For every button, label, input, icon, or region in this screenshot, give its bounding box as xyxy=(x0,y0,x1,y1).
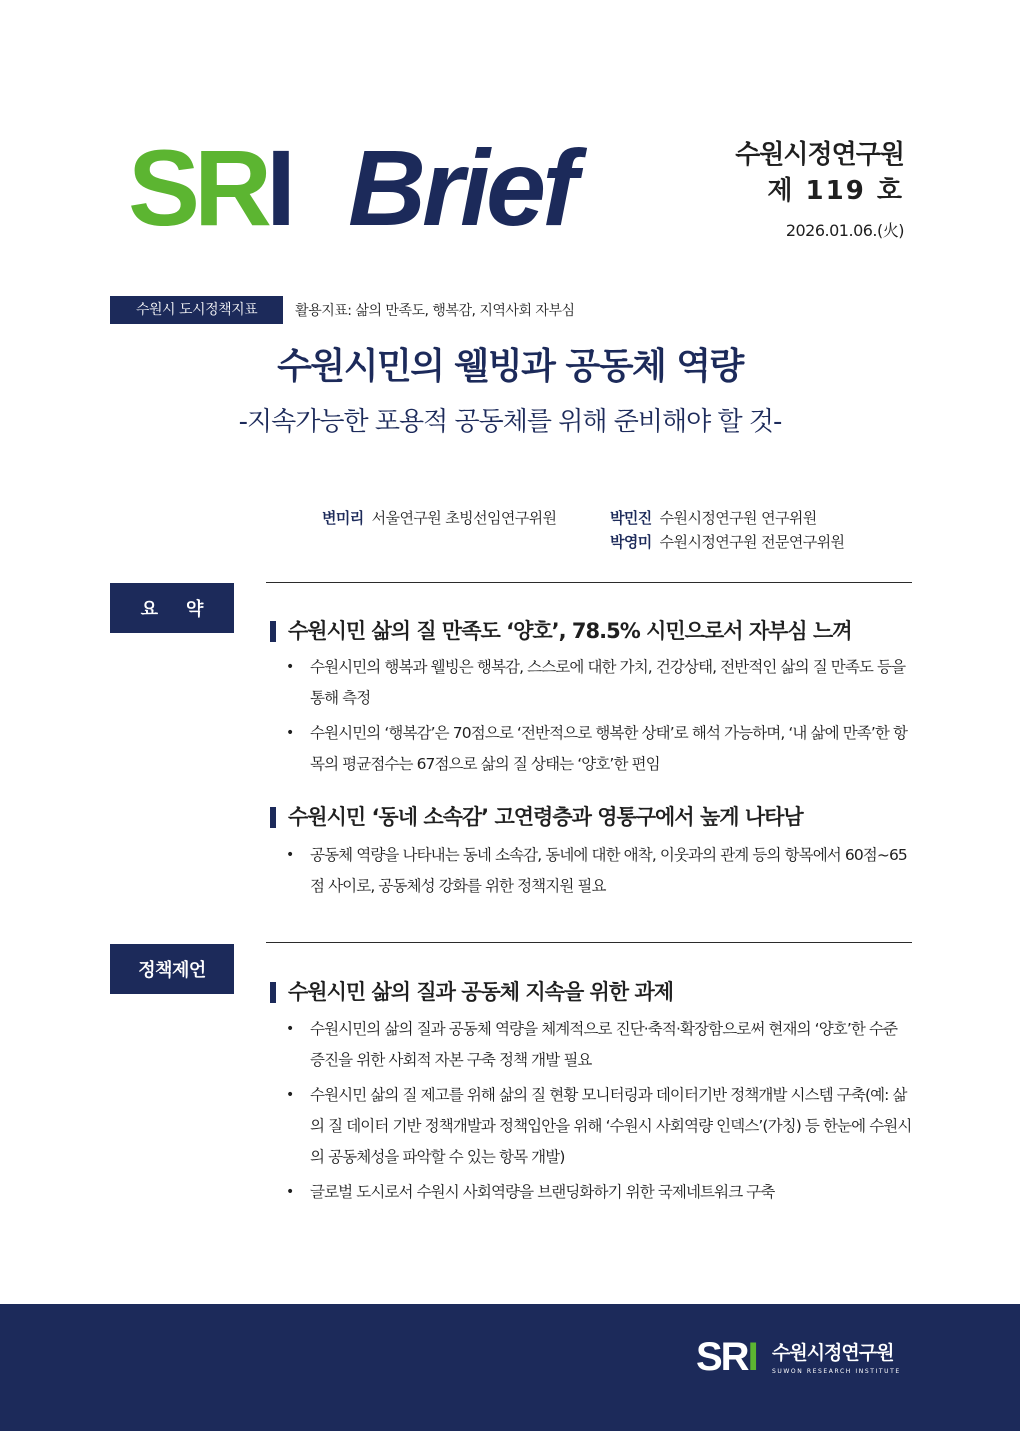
footer-logo-sri: SRI xyxy=(696,1335,757,1379)
list-item: • 수원시민의 행복과 웰빙은 행복감, 스스로에 대한 가치, 건강상태, 전반적인 삶의 질 만족도 등을 통해 측정 xyxy=(284,652,914,714)
list-item: • 수원시민의 ‘행복감’은 70점으로 ‘전반적으로 행복한 상태’로 해석 가능하며, ‘내 삶에 만족’한 항목의 평균점수는 67점으로 삶의 질 상태는 ‘양호’한 편임 xyxy=(284,718,914,780)
issue-date: 2026.01.06.(火) xyxy=(785,221,904,240)
author-3 xyxy=(610,530,844,554)
page-subtitle: -지속가능한 포용적 공동체를 위해 준비해야 할 것- xyxy=(238,407,782,437)
policy-divider xyxy=(266,942,912,943)
footer-org-name: 수원시정연구원 xyxy=(772,1342,894,1364)
footer-logo xyxy=(696,1334,916,1394)
author-name: 박영미 xyxy=(610,533,652,551)
issue-org: 수원시정연구원 xyxy=(735,140,904,170)
summary-bullets-1 xyxy=(284,652,914,784)
summary-bullets-2 xyxy=(284,840,914,906)
footer-org-name-en: SUWON RESEARCH INSTITUTE xyxy=(772,1368,901,1375)
logo-sri-text: SRI xyxy=(128,127,291,248)
tag-indicators: 활용지표: 삶의 만족도, 행복감, 지역사회 자부심 xyxy=(295,303,575,319)
summary-heading-1: 수원시민 삶의 질 만족도 ‘양호’, 78.5% 시민으로서 자부심 느껴 xyxy=(270,616,920,646)
issue-info xyxy=(735,138,904,242)
summary-label: 요약 xyxy=(110,583,234,633)
summary-heading-2: 수원시민 ‘동네 소속감’ 고연령층과 영통구에서 높게 나타남 xyxy=(270,802,920,832)
author-affiliation: 수원시정연구원 전문연구위원 xyxy=(659,533,845,551)
author-affiliation: 서울연구원 초빙선임연구위원 xyxy=(371,509,557,527)
tag-row xyxy=(110,296,575,324)
list-item: • 글로벌 도시로서 수원시 사회역량을 브랜딩화하기 위한 국제네트워크 구축 xyxy=(284,1177,914,1208)
author-affiliation: 수원시정연구원 연구위원 xyxy=(659,509,817,527)
policy-label: 정책제언 xyxy=(110,944,234,994)
list-item: • 수원시민 삶의 질 제고를 위해 삶의 질 현황 모니터링과 데이터기반 정책개발 시스템 구축(예: 삶의 질 데이터 기반 정책개발과 정책입안을 위해 ‘수원시 사회역량 인덱스’(가칭) 등 한눈에 수원시의 공동체성을 파악할 수 있는 항목 개발) xyxy=(284,1080,914,1173)
issue-number: 제 119 호 xyxy=(767,176,904,206)
list-item: • 공동체 역량을 나타내는 동네 소속감, 동네에 대한 애착, 이웃과의 관계 등의 항목에서 60점~65점 사이로, 공동체성 강화를 위한 정책지원 필요 xyxy=(284,840,914,902)
author-name: 박민진 xyxy=(610,509,652,527)
list-item: • 수원시민의 삶의 질과 공동체 역량을 체계적으로 진단·축적·확장함으로써 현재의 ‘양호’한 수준 증진을 위한 사회적 자본 구축 정책 개발 필요 xyxy=(284,1014,914,1076)
footer-bar xyxy=(0,1304,1020,1431)
page-title: 수원시민의 웰빙과 공동체 역량 xyxy=(277,346,743,387)
policy-bullets-1 xyxy=(284,1014,914,1212)
author-name: 변미리 xyxy=(322,509,364,527)
policy-heading-1: 수원시민 삶의 질과 공동체 지속을 위한 과제 xyxy=(270,977,920,1007)
sri-brief-logo xyxy=(128,128,688,248)
author-2 xyxy=(610,506,817,530)
tag-category: 수원시 도시정책지표 xyxy=(110,296,283,324)
logo-brief-text: Brief xyxy=(348,127,575,248)
author-1 xyxy=(322,506,556,530)
summary-divider xyxy=(266,582,912,583)
